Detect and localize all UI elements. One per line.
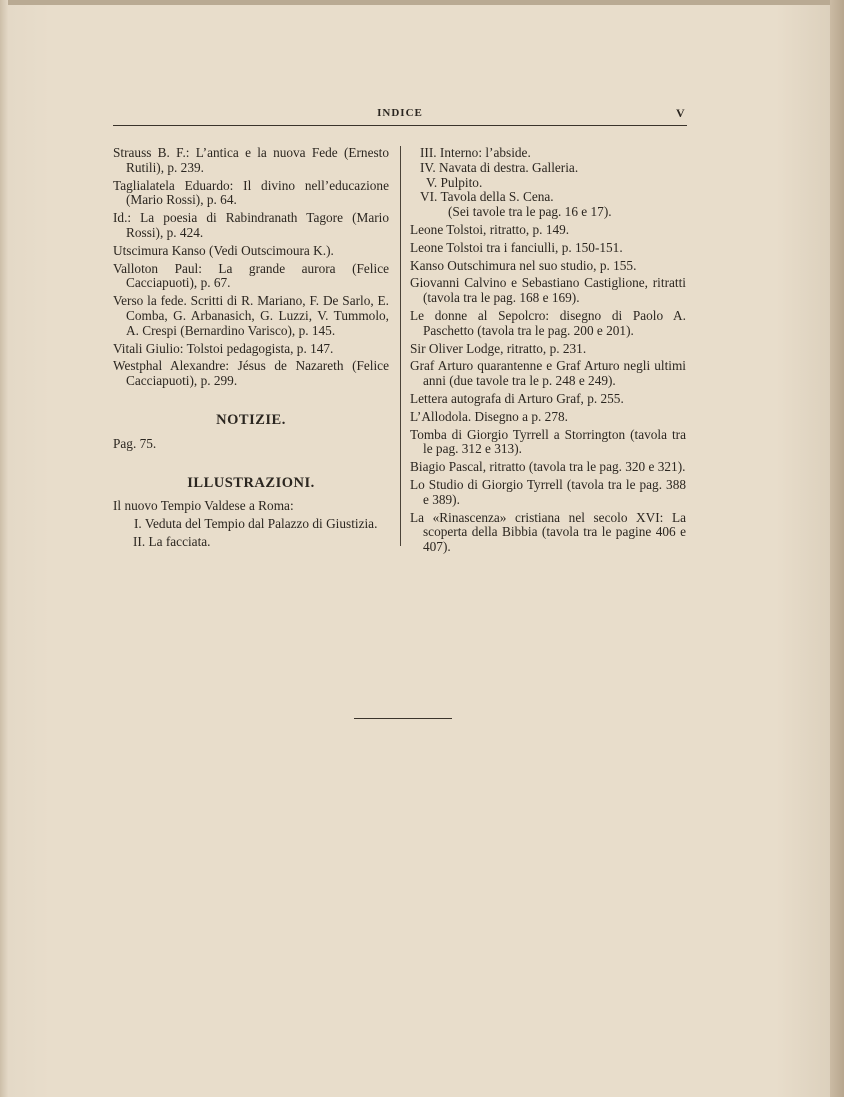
index-entry: Kanso Outschimura nel suo studio, p. 155. <box>410 257 637 273</box>
illustration-item: VI. Tavola della S. Cena. <box>420 189 554 205</box>
illustration-item: III. Interno: l’abside. <box>420 145 531 160</box>
index-entry: Taglialatela Eduardo: Il divino nell’educazione (Mario Rossi), p. 64. <box>113 177 389 208</box>
index-entry: Utscimura Kanso (Vedi Outscimoura K.). <box>113 242 334 258</box>
illustrazioni-intro: Il nuovo Tempio Valdese a Roma: <box>113 498 294 514</box>
index-entry: Sir Oliver Lodge, ritratto, p. 231. <box>410 340 587 356</box>
running-header-title: INDICE <box>377 107 423 119</box>
index-entry: Le donne al Sepolcro: disegno di Paolo A. Paschetto (tavola tra le pag. 200 e 201). <box>410 307 686 338</box>
page-right-edge <box>830 0 844 1097</box>
column-divider <box>400 146 401 546</box>
index-entry: Biagio Pascal, ritratto (tavola tra le pag. 320 e 321). <box>410 459 686 475</box>
index-entry: Verso la fede. Scritti di R. Mariano, F. De Sarlo, E. Comba, G. Arbanasich, G. Luzzi, V. Tummolo, A. Crespi (Bernardino Varisco), p. 145. <box>113 293 389 338</box>
right-column <box>410 146 686 558</box>
index-entry: Leone Tolstoi, ritratto, p. 149. <box>410 221 570 237</box>
illustration-item: IV. Navata di destra. Galleria. <box>420 159 579 175</box>
end-rule <box>354 718 452 719</box>
index-entry: Id.: La poesia di Rabindranath Tagore (Mario Rossi), p. 424. <box>113 210 389 240</box>
illustrazioni-heading: ILLUSTRAZIONI. <box>187 474 315 491</box>
index-entry: Lettera autografa di Arturo Graf, p. 255. <box>410 390 624 406</box>
illustration-item: I. Veduta del Tempio dal Palazzo di Giustizia. <box>134 516 378 532</box>
index-entry: La «Rinascenza» cristiana nel secolo XVI: La scoperta della Bibbia (tavola tra le pagine 406 e 407). <box>410 509 686 555</box>
index-entry: Westphal Alexandre: Jésus de Nazareth (Felice Cacciapuoti), p. 299. <box>113 358 389 389</box>
notizie-text: Pag. 75. <box>113 435 157 451</box>
illustration-note: (Sei tavole tra le pag. 16 e 17). <box>448 204 612 220</box>
index-entry: Leone Tolstoi tra i fanciulli, p. 150-151. <box>410 239 623 255</box>
illustration-item: II. La facciata. <box>133 533 211 549</box>
index-entry: Strauss B. F.: L’antica e la nuova Fede (Ernesto Rutili), p. 239. <box>113 145 389 175</box>
index-entry: L’Allodola. Disegno a p. 278. <box>410 408 568 424</box>
left-column <box>113 146 389 553</box>
index-entry: Tomba di Giorgio Tyrrell a Storrington (tavola tra le pag. 312 e 313). <box>410 426 686 457</box>
illustration-item: V. Pulpito. <box>426 174 483 190</box>
notizie-heading: NOTIZIE. <box>216 411 286 428</box>
index-entry: Lo Studio di Giorgio Tyrrell (tavola tra le pag. 388 e 389). <box>410 476 686 507</box>
header-rule <box>113 125 687 126</box>
index-entry: Giovanni Calvino e Sebastiano Castiglione, ritratti (tavola tra le pag. 168 e 169). <box>410 275 686 306</box>
page-top-edge <box>0 0 844 5</box>
index-entry: Valloton Paul: La grande aurora (Felice Cacciapuoti), p. 67. <box>113 260 389 291</box>
page-number: V <box>676 106 685 120</box>
page-left-edge <box>0 0 8 1097</box>
index-entry: Graf Arturo quarantenne e Graf Arturo negli ultimi anni (due tavole tra le p. 248 e 249). <box>410 358 686 389</box>
index-entry: Vitali Giulio: Tolstoi pedagogista, p. 147. <box>113 340 334 356</box>
